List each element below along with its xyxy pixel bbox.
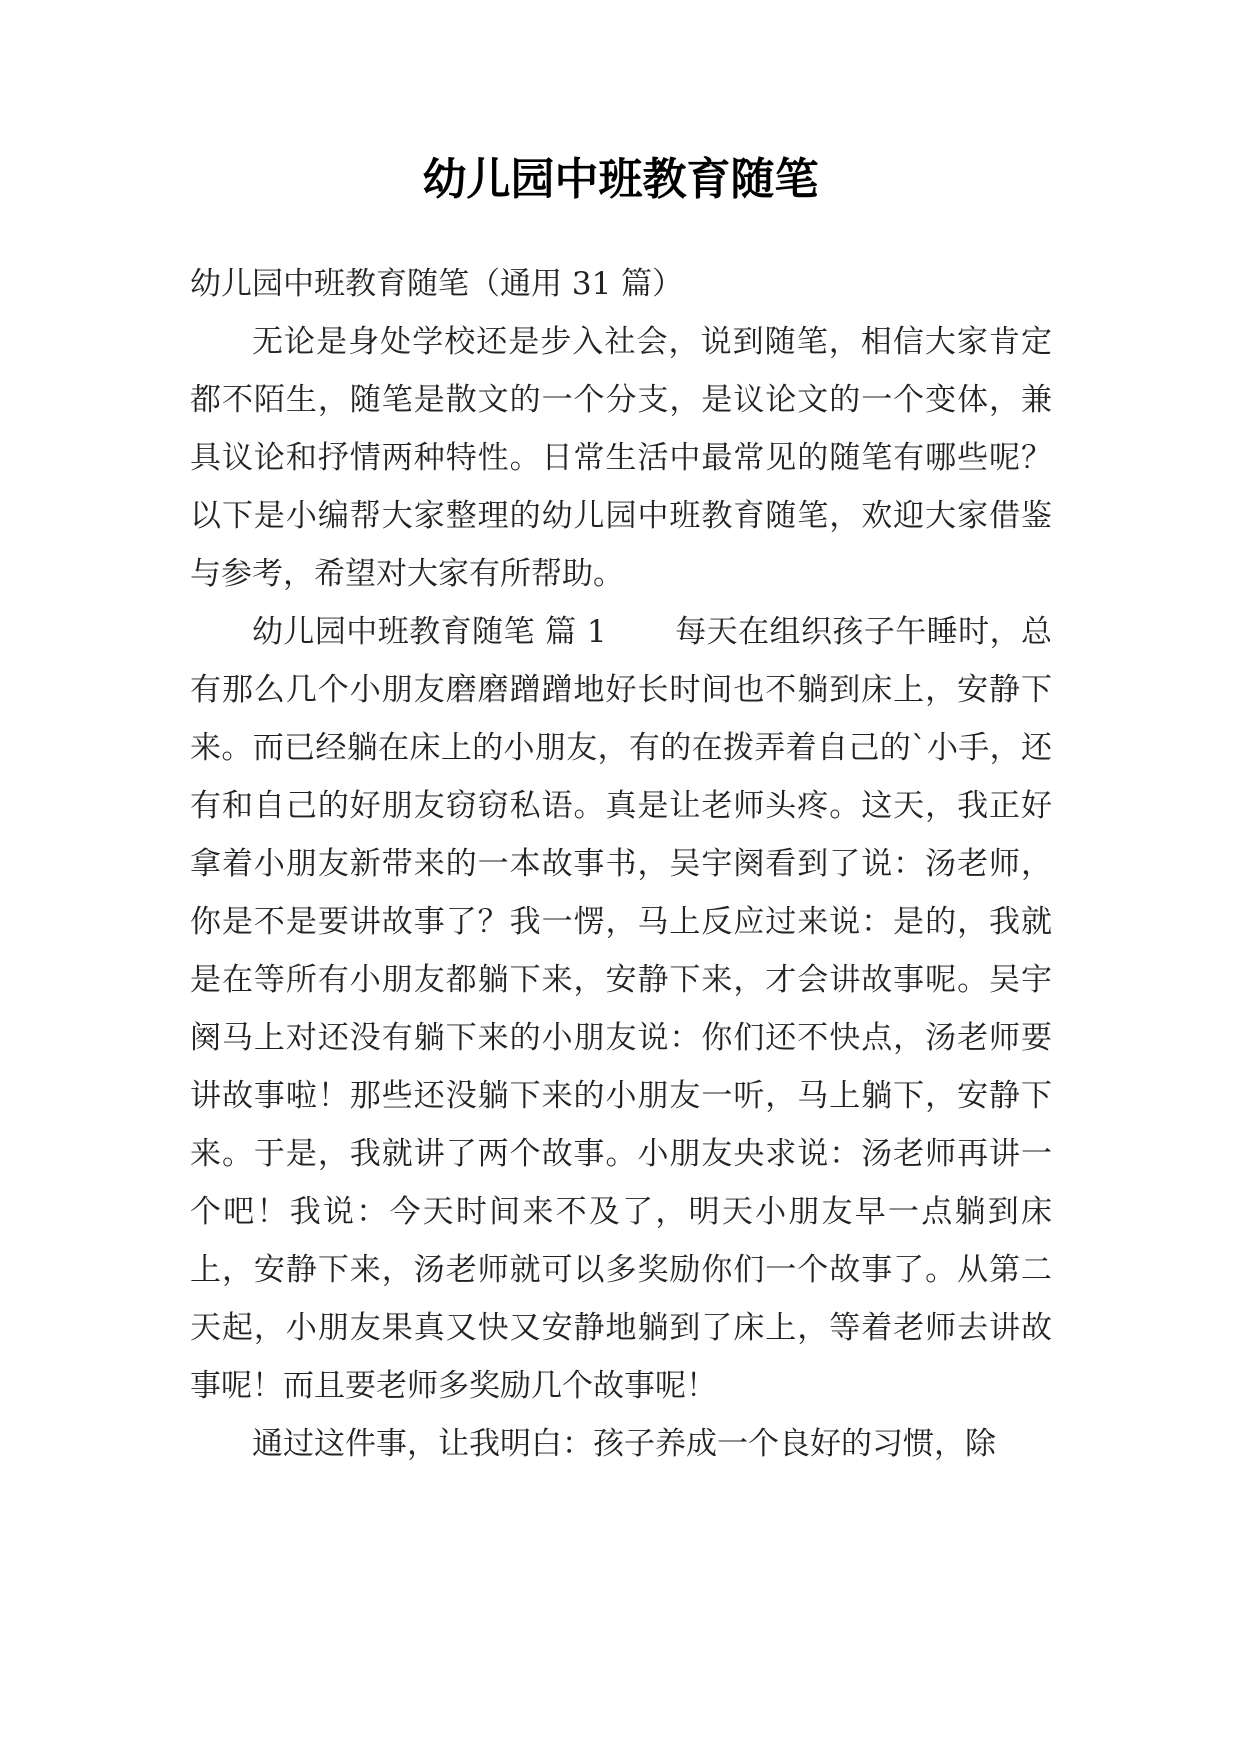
closing-paragraph: 通过这件事，让我明白：孩子养成一个良好的习惯，除 (252, 1426, 996, 1462)
section-1-body: 每天在组织孩子午睡时，总有那么几个小朋友磨磨蹭蹭地好长时间也不躺到床上，安静下来。而已经躺在床上的小朋友，有的在拨弄着自己的`小手，还有和自己的好朋友窃窃私语。真是让老师头疼。这天，我正好拿着小朋友新带来的一本故事书，吴宇阕看到了说：汤老师，你是不是要讲故事了？我一愣，马上反应过来说：是的，我就是在等所有小朋友都躺下来，安静下来，才会讲故事呢。吴宇阕马上对还没有躺下来的小朋友说：你们还不快点，汤老师要讲故事啦！那些还没躺下来的小朋友一听，马上躺下，安静下来。于是，我就讲了两个故事。小朋友央求说：汤老师再讲一个吧！我说：今天时间来不及了，明天小朋友早一点躺到床上，安静下来，汤老师就可以多奖励你们一个故事了。从第二天起，小朋友果真又快又安静地躺到了床上，等着老师去讲故事呢！而且要老师多奖励几个故事呢！ (190, 614, 1052, 1404)
document-body (190, 255, 1052, 1473)
section-1-paragraph (190, 603, 1052, 1415)
document-title: 幼儿园中班教育随笔 (422, 154, 819, 205)
intro-paragraph: 无论是身处学校还是步入社会，说到随笔，相信大家肯定都不陌生，随笔是散文的一个分支，是议论文的一个变体，兼具议论和抒情两种特性。日常生活中最常见的随笔有哪些呢？以下是小编帮大家整理的幼儿园中班教育随笔，欢迎大家借鉴与参考，希望对大家有所帮助。 (190, 324, 1052, 592)
section-1-heading: 幼儿园中班教育随笔 篇 1 (252, 614, 607, 650)
document-subtitle: 幼儿园中班教育随笔（通用 31 篇） (190, 266, 684, 302)
